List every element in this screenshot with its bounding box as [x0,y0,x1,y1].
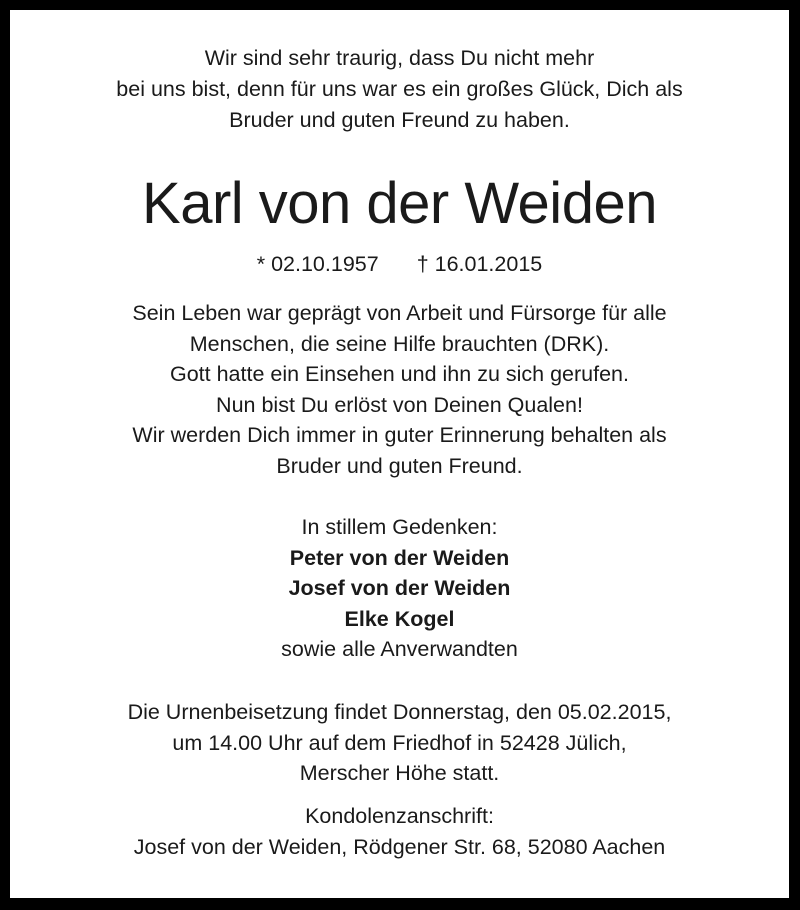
death-date: † 16.01.2015 [416,252,543,276]
tribute-line: Nun bist Du erlöst von Deinen Qualen! [216,392,583,417]
tribute-line: Bruder und guten Freund. [276,453,523,478]
mourner-name: Josef von der Weiden [288,576,511,600]
tribute-line: Gott hatte ein Einsehen und ihn zu sich gerufen. [170,362,629,386]
condolence-address-line: Josef von der Weiden, Rödgener Str. 68, 52080 Aachen [133,835,666,859]
ceremony-line: Die Urnenbeisetzung findet Donnerstag, den 05.02.2015, [127,700,672,724]
condolence-address [10,801,789,863]
mourners-block [10,512,789,665]
tribute-line: Wir werden Dich immer in guter Erinnerung behalten als [132,423,667,447]
ceremony-details [10,697,789,789]
ceremony-line: Merscher Höhe statt. [299,761,500,785]
tribute-line: Menschen, die seine Hilfe brauchten (DRK). [189,331,610,356]
condolence-heading: Kondolenzanschrift: [305,804,494,828]
intro-line: Wir sind sehr traurig, dass Du nicht mehr [204,46,595,70]
deceased-name: Karl von der Weiden [142,171,657,236]
intro-text [10,43,789,136]
mourners-closing: sowie alle Anverwandten [281,637,518,661]
tribute-text [10,298,789,481]
birth-date: * 02.10.1957 [256,252,379,276]
mourner-name: Elke Kogel [344,606,455,631]
mourner-name: Peter von der Weiden [289,545,510,570]
mourners-heading: In stillem Gedenken: [301,515,498,539]
intro-line: bei uns bist, denn für uns war es ein großes Glück, Dich als [116,77,683,101]
intro-line: Bruder und guten Freund zu haben. [229,108,570,132]
life-dates [10,249,789,279]
tribute-line: Sein Leben war geprägt von Arbeit und Fürsorge für alle [132,301,667,325]
ceremony-line: um 14.00 Uhr auf dem Friedhof in 52428 Jülich, [172,730,627,755]
